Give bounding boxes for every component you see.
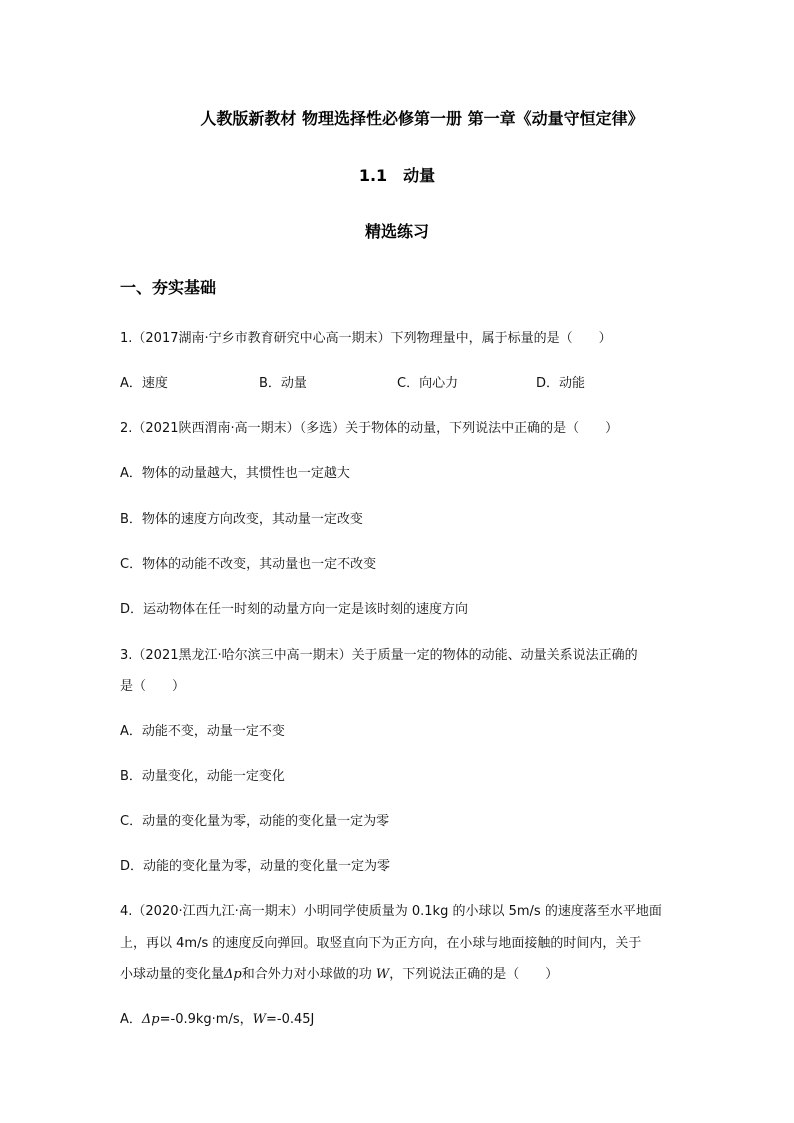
question-1-option-b: B．动量 <box>259 376 307 391</box>
work-symbol: W <box>252 1012 266 1027</box>
part-heading: 一、夯实基础 <box>120 278 217 297</box>
question-4-option-a <box>120 1008 314 1027</box>
question-1-stem: 1.（2017湖南·宁乡市教育研究中心高一期末）下列物理量中，属于标量的是（ ） <box>120 331 612 346</box>
question-3-option-d: D．动能的变化量为零，动量的变化量一定为零 <box>120 859 391 874</box>
question-4-option-a-work-value: =-0.45J <box>266 1012 315 1027</box>
question-2-option-b: B．物体的速度方向改变，其动量一定改变 <box>120 512 363 527</box>
question-4-stem-line-1: 4.（2020·江西九江·高一期末）小明同学使质量为 0.1kg 的小球以 5m/s 的速度落至水平地面 <box>120 904 662 919</box>
momentum-change-symbol: Δp <box>224 967 242 982</box>
question-2-option-a: A．物体的动量越大，其惯性也一定越大 <box>120 466 350 481</box>
question-1-option-c: C．向心力 <box>397 376 459 391</box>
question-3-option-c: C．动量的变化量为零，动能的变化量一定为零 <box>120 814 390 829</box>
question-3-option-b: B．动量变化，动能一定变化 <box>120 769 285 784</box>
question-3-option-a: A．动能不变，动量一定不变 <box>120 724 285 739</box>
question-3-stem-line-1: 3.（2021黑龙江·哈尔滨三中高一期末）关于质量一定的物体的动能、动量关系说法正确的 <box>120 648 638 663</box>
question-1-option-d: D．动能 <box>536 376 586 391</box>
section-title: 1.1 动量 <box>358 166 436 185</box>
question-2-option-d: D．运动物体在任一时刻的动量方向一定是该时刻的速度方向 <box>120 602 469 617</box>
momentum-change-symbol: Δp <box>141 1012 160 1027</box>
question-4-option-a-momentum-value: =-0.9kg·m/s， <box>159 1012 253 1027</box>
document-title: 人教版新教材 物理选择性必修第一册 第一章《动量守恒定律》 <box>200 109 644 128</box>
question-4-stem-line-3-part-b: 和合外力对小球做的功 <box>241 967 372 982</box>
question-1-option-a: A．速度 <box>120 376 168 391</box>
question-1-options <box>120 372 680 390</box>
question-3-stem-line-2: 是（ ） <box>120 679 186 694</box>
question-4-stem-line-3-part-c: ，下列说法正确的是（ ） <box>389 967 559 982</box>
work-symbol: W <box>375 967 390 982</box>
question-2-option-c: C．物体的动能不改变，其动量也一定不改变 <box>120 557 377 572</box>
question-2-stem: 2.（2021陕西渭南·高一期末）（多选）关于物体的动量，下列说法中正确的是（ ） <box>120 421 619 436</box>
question-4-stem-line-2: 上，再以 4m/s 的速度反向弹回。取竖直向下为正方向，在小球与地面接触的时间内，关于 <box>120 936 642 951</box>
question-4-option-a-prefix: A． <box>120 1012 142 1027</box>
subtitle: 精选练习 <box>364 222 429 241</box>
question-4-stem-line-3-part-a: 小球动量的变化量 <box>120 967 225 982</box>
question-4-stem-line-3 <box>120 963 558 982</box>
